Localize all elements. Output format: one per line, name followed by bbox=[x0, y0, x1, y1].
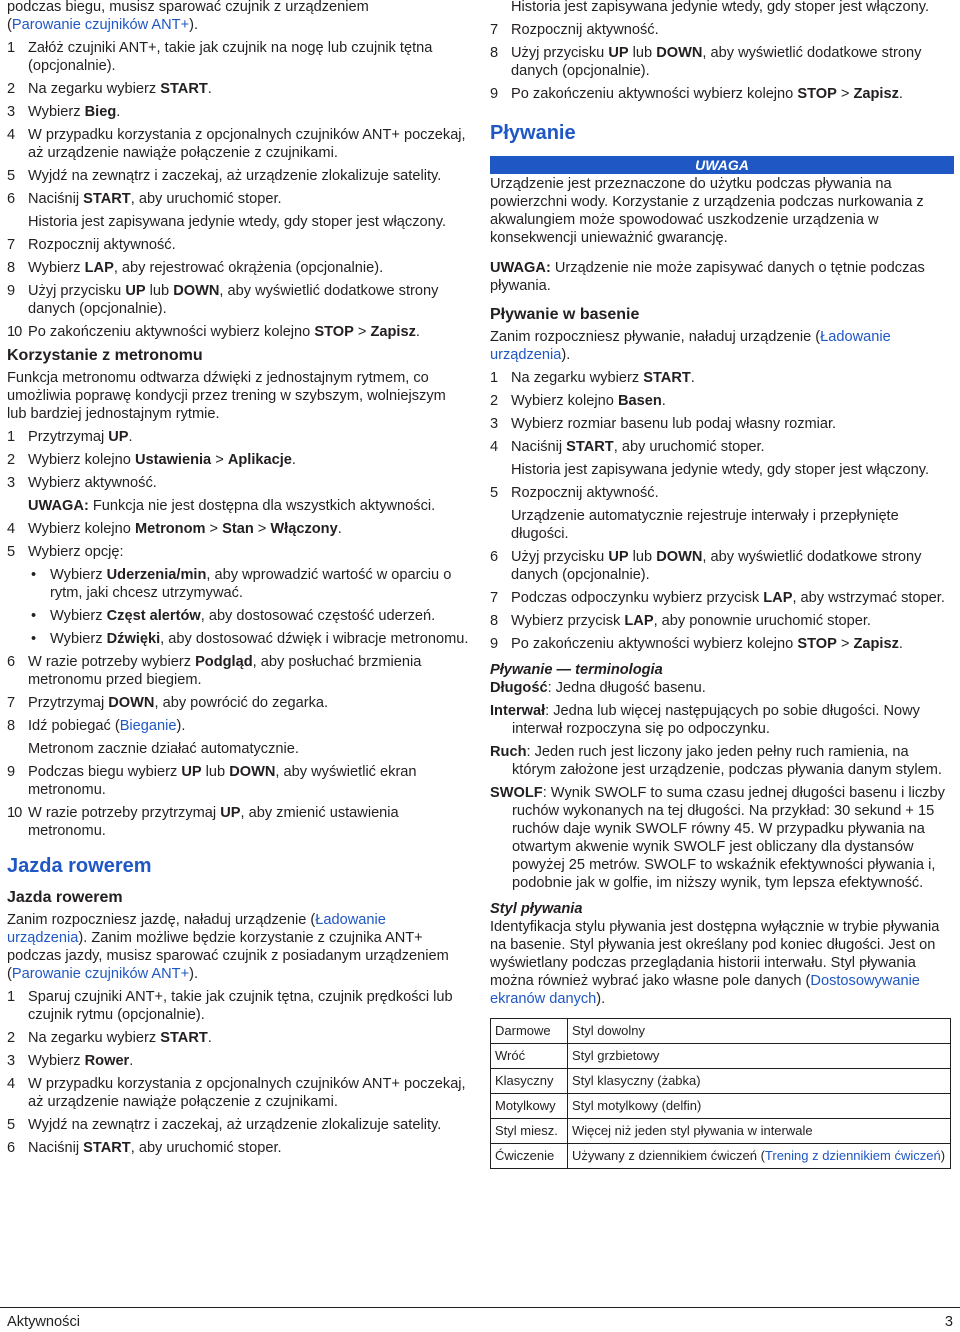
bullet-icon: • bbox=[31, 567, 37, 583]
bullet-item: • Wybierz Dźwięki, aby dostosować dźwięk i wibracje metronomu. bbox=[31, 631, 469, 647]
inline-link[interactable]: Trening z dziennikiem ćwiczeń bbox=[764, 1148, 941, 1163]
pool-steps-list bbox=[490, 369, 954, 653]
bike-section-title: Jazda rowerem bbox=[7, 855, 152, 877]
link-pairing-2[interactable]: Parowanie czujników ANT+ bbox=[11, 966, 190, 982]
list-item bbox=[490, 369, 954, 387]
list-item bbox=[7, 988, 469, 1024]
list-item bbox=[490, 635, 954, 653]
step-text: Na zegarku wybierz START. bbox=[28, 81, 212, 97]
step-number: 2 bbox=[7, 81, 16, 97]
step-text: Wybierz Bieg. bbox=[28, 104, 121, 120]
step-number: 5 bbox=[7, 544, 16, 560]
run-intro: podczas biegu, musisz sparować czujnik z urządzeniem (Parowanie czujników ANT+). bbox=[7, 0, 369, 33]
term-definition: Interwał: Jedna lub więcej następujących po sobie długości. Nowy interwał rozpoczyna się po odpoczynku. bbox=[490, 703, 920, 737]
step-text: Naciśnij START, aby uruchomić stoper. bbox=[28, 1140, 282, 1156]
list-item bbox=[490, 415, 954, 433]
list-item bbox=[490, 44, 954, 80]
step-text: Użyj przycisku UP lub DOWN, aby wyświetlić dodatkowe strony danych (opcjonalnie). bbox=[511, 549, 922, 583]
bike-title: Jazda rowerem bbox=[7, 889, 123, 906]
step-number: 8 bbox=[490, 613, 499, 629]
step-text: Przytrzymaj UP. bbox=[28, 429, 133, 445]
run-steps-list bbox=[7, 39, 469, 341]
warning-text: Urządzenie jest przeznaczone do użytku podczas pływania na powierzchni wody. Korzystanie z urządzenia podczas nurkowania z akwalungiem może spowodować uszkodzenie urządzenia w konsekwencji unieważnić gwarancję. bbox=[490, 176, 924, 246]
step-text: Użyj przycisku UP lub DOWN, aby wyświetlić dodatkowe strony danych (opcjonalnie). bbox=[511, 45, 922, 79]
step-note: UWAGA: Funkcja nie jest dostępna dla wszystkich aktywności. bbox=[28, 498, 436, 514]
table-row bbox=[491, 1119, 951, 1144]
metronome-title: Korzystanie z metronomu bbox=[7, 347, 203, 364]
step-text: Wyjdź na zewnątrz i zaczekaj, aż urządzenie zlokalizuje satelity. bbox=[28, 168, 442, 184]
list-item bbox=[490, 438, 954, 456]
step-text: W razie potrzeby przytrzymaj UP, aby zmienić ustawienia metronomu. bbox=[28, 805, 399, 839]
list-item bbox=[7, 653, 469, 689]
table-row bbox=[491, 1069, 951, 1094]
right-column bbox=[490, 0, 954, 1169]
step-number: 4 bbox=[7, 521, 16, 537]
step-text: Wybierz opcję: bbox=[28, 544, 124, 560]
list-item bbox=[7, 126, 469, 162]
terms-list bbox=[490, 679, 954, 892]
step-text: Wybierz przycisk LAP, aby ponownie uruchomić stoper. bbox=[511, 613, 871, 629]
step-text: Wybierz kolejno Metronom > Stan > Włączony. bbox=[28, 521, 342, 537]
list-item bbox=[7, 167, 469, 185]
left-column bbox=[7, 0, 469, 1162]
list-item bbox=[7, 1116, 469, 1134]
step-number: 7 bbox=[7, 695, 16, 711]
term-definition: Długość: Jedna długość basenu. bbox=[490, 680, 706, 696]
table-row bbox=[491, 1019, 951, 1044]
list-item bbox=[7, 39, 469, 75]
step-number: 9 bbox=[490, 636, 499, 652]
style-title: Styl pływania bbox=[490, 901, 583, 917]
step-number: 10 bbox=[7, 805, 22, 821]
style-name-cell: Motylkowy bbox=[491, 1094, 568, 1119]
footer-section: Aktywności bbox=[7, 1314, 80, 1330]
step-text: Po zakończeniu aktywności wybierz kolejno STOP > Zapisz. bbox=[511, 636, 903, 652]
step-number: 3 bbox=[7, 104, 16, 120]
step-text: W przypadku korzystania z opcjonalnych czujników ANT+ poczekaj, aż urządzenie nawiąże połączenie z czujnikami. bbox=[28, 1076, 466, 1110]
list-item bbox=[7, 80, 469, 98]
list-item bbox=[7, 1139, 469, 1157]
style-intro: Identyfikacja stylu pływania jest dostępna wyłącznie w trybie pływania na basenie. Styl pływania jest określany pod koniec długości. Jest on wyświetlany podczas przeglądania historii interwału. Styl pływania można również wybrać jako własne pole danych (Dostosowywanie ekranów danych). bbox=[490, 919, 940, 1007]
step-number: 7 bbox=[490, 22, 499, 38]
page-number: 3 bbox=[944, 1314, 953, 1330]
style-desc-cell: Używany z dziennikiem ćwiczeń (Trening z dziennikiem ćwiczeń) bbox=[568, 1144, 951, 1169]
step-number: 7 bbox=[7, 237, 16, 253]
swim-style-table bbox=[490, 1018, 951, 1169]
step-number: 6 bbox=[7, 191, 16, 207]
step-text: Naciśnij START, aby uruchomić stoper. bbox=[28, 191, 282, 207]
step-continuation: Historia jest zapisywana jedynie wtedy, gdy stoper jest włączony. bbox=[28, 214, 447, 230]
list-item bbox=[490, 392, 954, 410]
link-pairing[interactable]: Parowanie czujników ANT+ bbox=[11, 17, 190, 33]
step-number: 6 bbox=[7, 1140, 16, 1156]
table-row bbox=[491, 1144, 951, 1169]
step-continuation: Metronom zacznie działać automatycznie. bbox=[28, 741, 299, 757]
list-item bbox=[7, 804, 469, 840]
step-number: 2 bbox=[7, 452, 16, 468]
step-text: W przypadku korzystania z opcjonalnych czujników ANT+ poczekaj, aż urządzenie nawiąże połączenie z czujnikami. bbox=[28, 127, 466, 161]
list-item bbox=[7, 259, 469, 277]
step-number: 9 bbox=[7, 764, 16, 780]
step-text: Na zegarku wybierz START. bbox=[28, 1030, 212, 1046]
table-row bbox=[491, 1044, 951, 1069]
step-text: Naciśnij START, aby uruchomić stoper. bbox=[511, 439, 765, 455]
bike-intro: Zanim rozpoczniesz jazdę, naładuj urządzenie (Ładowanie urządzenia). Zanim możliwe będzie korzystanie z czujnika ANT+ podczas jazdy, musisz sparować czujnik z posiadanym urządzeniem (Parowanie czujników ANT+). bbox=[7, 912, 449, 982]
link-charging[interactable]: Ładowanie urządzenia bbox=[7, 912, 386, 946]
step-number: 2 bbox=[7, 1030, 16, 1046]
step-continuation: Urządzenie automatycznie rejestruje interwały i przepłynięte długości. bbox=[511, 508, 899, 542]
list-item bbox=[7, 103, 469, 121]
style-desc-cell: Styl motylkowy (delfin) bbox=[568, 1094, 951, 1119]
step-number: 4 bbox=[7, 1076, 16, 1092]
list-item bbox=[7, 474, 469, 492]
list-item bbox=[7, 1075, 469, 1111]
list-item bbox=[7, 323, 469, 341]
list-item bbox=[490, 548, 954, 584]
step-text: Przytrzymaj DOWN, aby powrócić do zegarka. bbox=[28, 695, 329, 711]
step-number: 4 bbox=[7, 127, 16, 143]
step-number: 4 bbox=[490, 439, 499, 455]
metronome-steps-list bbox=[7, 428, 469, 840]
step-number: 8 bbox=[7, 260, 16, 276]
footer-divider bbox=[0, 1307, 960, 1308]
bike-steps-cont-list bbox=[490, 21, 954, 103]
swim-section-title: Pływanie bbox=[490, 122, 576, 144]
bullet-item: • Wybierz Częst alertów, aby dostosować częstość uderzeń. bbox=[31, 608, 436, 624]
step-continuation: Historia jest zapisywana jedynie wtedy, gdy stoper jest włączony. bbox=[511, 462, 930, 478]
style-desc-cell: Styl grzbietowy bbox=[568, 1044, 951, 1069]
list-item bbox=[7, 282, 469, 318]
step-number: 3 bbox=[7, 475, 16, 491]
step-text: Rozpocznij aktywność. bbox=[511, 22, 659, 38]
step-text: Użyj przycisku UP lub DOWN, aby wyświetlić dodatkowe strony danych (opcjonalnie). bbox=[28, 283, 439, 317]
list-item bbox=[7, 763, 469, 799]
list-item bbox=[490, 85, 954, 103]
list-item bbox=[7, 717, 469, 735]
step-text: Po zakończeniu aktywności wybierz kolejno STOP > Zapisz. bbox=[28, 324, 420, 340]
step-number: 6 bbox=[7, 654, 16, 670]
list-item bbox=[490, 484, 954, 502]
step-text: Wybierz kolejno Basen. bbox=[511, 393, 666, 409]
style-name-cell: Ćwiczenie bbox=[491, 1144, 568, 1169]
step-number: 6 bbox=[490, 549, 499, 565]
step-number: 3 bbox=[7, 1053, 16, 1069]
step-text: Załóż czujniki ANT+, takie jak czujnik na nogę lub czujnik tętna (opcjonalnie). bbox=[28, 40, 433, 74]
step-text: Wybierz rozmiar basenu lub podaj własny rozmiar. bbox=[511, 416, 837, 432]
pool-title: Pływanie w basenie bbox=[490, 306, 640, 323]
step-number: 8 bbox=[7, 718, 16, 734]
list-item bbox=[7, 543, 469, 561]
metronome-intro: Funkcja metronomu odtwarza dźwięki z jednostajnym rytmem, co umożliwia poprawę kondycji przez trening w szybszym, wolniejszym lub bardziej jednostajnym rytmie. bbox=[7, 370, 446, 422]
term-definition: SWOLF: Wynik SWOLF to suma czasu jednej długości basenu i liczby ruchów wykonanych na tej długości. Na przykład: 30 sekund + 15 ruchów daje wynik SWOLF równy 45. W przypadku pływania na otwartym akwenie wynik SWOLF jest obliczany dla dystansów powyżej 25 metrów. SWOLF to wskaźnik efektywności pływania i, podobnie jak w golfie, im niższy wynik, tym lepsza efektywność. bbox=[490, 785, 945, 891]
step-number: 5 bbox=[7, 1117, 16, 1133]
step-text: Wybierz LAP, aby rejestrować okrążenia (opcjonalnie). bbox=[28, 260, 384, 276]
step-text: Podczas biegu wybierz UP lub DOWN, aby wyświetlić ekran metronomu. bbox=[28, 764, 417, 798]
step-number: 5 bbox=[7, 168, 16, 184]
step-number: 1 bbox=[490, 370, 499, 386]
term-definition: Ruch: Jeden ruch jest liczony jako jeden pełny ruch ramienia, na którym założone jest urządzenie, podczas pływania danym stylem. bbox=[490, 744, 942, 778]
step-text: Sparuj czujniki ANT+, takie jak czujnik tętna, czujnik prędkości lub czujnik rytmu (opcjonalnie). bbox=[28, 989, 453, 1023]
bullet-icon: • bbox=[31, 608, 37, 624]
list-item bbox=[490, 612, 954, 630]
list-item bbox=[7, 451, 469, 469]
list-item bbox=[490, 21, 954, 39]
warning-banner: UWAGA bbox=[490, 156, 954, 174]
style-desc-cell: Styl klasyczny (żabka) bbox=[568, 1069, 951, 1094]
step-number: 7 bbox=[490, 590, 499, 606]
step-number: 9 bbox=[7, 283, 16, 299]
heart-note: UWAGA: Urządzenie nie może zapisywać danych o tętnie podczas pływania. bbox=[490, 260, 925, 294]
step-text: Rozpocznij aktywność. bbox=[511, 485, 659, 501]
list-item bbox=[7, 236, 469, 254]
step-text: Idź pobiegać (Bieganie). bbox=[28, 718, 186, 734]
style-name-cell: Styl miesz. bbox=[491, 1119, 568, 1144]
list-item bbox=[7, 520, 469, 538]
list-item bbox=[7, 1029, 469, 1047]
list-item bbox=[7, 428, 469, 446]
style-desc-cell: Więcej niż jeden styl pływania w interwale bbox=[568, 1119, 951, 1144]
step-text: Wybierz kolejno Ustawienia > Aplikacje. bbox=[28, 452, 296, 468]
step-number: 1 bbox=[7, 40, 16, 56]
style-name-cell: Wróć bbox=[491, 1044, 568, 1069]
step-number: 5 bbox=[490, 485, 499, 501]
step-text: Na zegarku wybierz START. bbox=[511, 370, 695, 386]
link-charging-2[interactable]: Ładowanie urządzenia bbox=[490, 329, 891, 363]
step-text: Wybierz aktywność. bbox=[28, 475, 157, 491]
step-number: 8 bbox=[490, 45, 499, 61]
style-name-cell: Darmowe bbox=[491, 1019, 568, 1044]
step-number: 9 bbox=[490, 86, 499, 102]
inline-link[interactable]: Bieganie bbox=[119, 718, 177, 734]
step-number: 2 bbox=[490, 393, 499, 409]
step-text: Wybierz Rower. bbox=[28, 1053, 134, 1069]
step-text: Podczas odpoczynku wybierz przycisk LAP, aby wstrzymać stoper. bbox=[511, 590, 945, 606]
bullet-item: • Wybierz Uderzenia/min, aby wprowadzić wartość w oparciu o rytm, jaki chcesz utrzymywać. bbox=[31, 567, 452, 601]
list-item bbox=[7, 190, 469, 208]
step-number: 10 bbox=[7, 324, 22, 340]
step-text: Rozpocznij aktywność. bbox=[28, 237, 176, 253]
list-item bbox=[490, 589, 954, 607]
step-number: 1 bbox=[7, 429, 16, 445]
list-item bbox=[7, 694, 469, 712]
step-text: Po zakończeniu aktywności wybierz kolejno STOP > Zapisz. bbox=[511, 86, 903, 102]
style-desc-cell: Styl dowolny bbox=[568, 1019, 951, 1044]
table-row bbox=[491, 1094, 951, 1119]
terms-title: Pływanie — terminologia bbox=[490, 662, 663, 678]
step-text: Wyjdź na zewnątrz i zaczekaj, aż urządzenie zlokalizuje satelity. bbox=[28, 1117, 442, 1133]
step-number: 1 bbox=[7, 989, 16, 1005]
link-data-screens[interactable]: Dostosowywanie ekranów danych bbox=[490, 973, 920, 1007]
bullet-icon: • bbox=[31, 631, 37, 647]
step-number: 3 bbox=[490, 416, 499, 432]
style-name-cell: Klasyczny bbox=[491, 1069, 568, 1094]
list-item bbox=[7, 1052, 469, 1070]
bike-steps-list bbox=[7, 988, 469, 1157]
step-text: W razie potrzeby wybierz Podgląd, aby posłuchać brzmienia metronomu przed biegiem. bbox=[28, 654, 422, 688]
bike-cont-text: Historia jest zapisywana jedynie wtedy, gdy stoper jest włączony. bbox=[511, 0, 930, 15]
pool-intro: Zanim rozpoczniesz pływanie, naładuj urządzenie (Ładowanie urządzenia). bbox=[490, 329, 891, 363]
